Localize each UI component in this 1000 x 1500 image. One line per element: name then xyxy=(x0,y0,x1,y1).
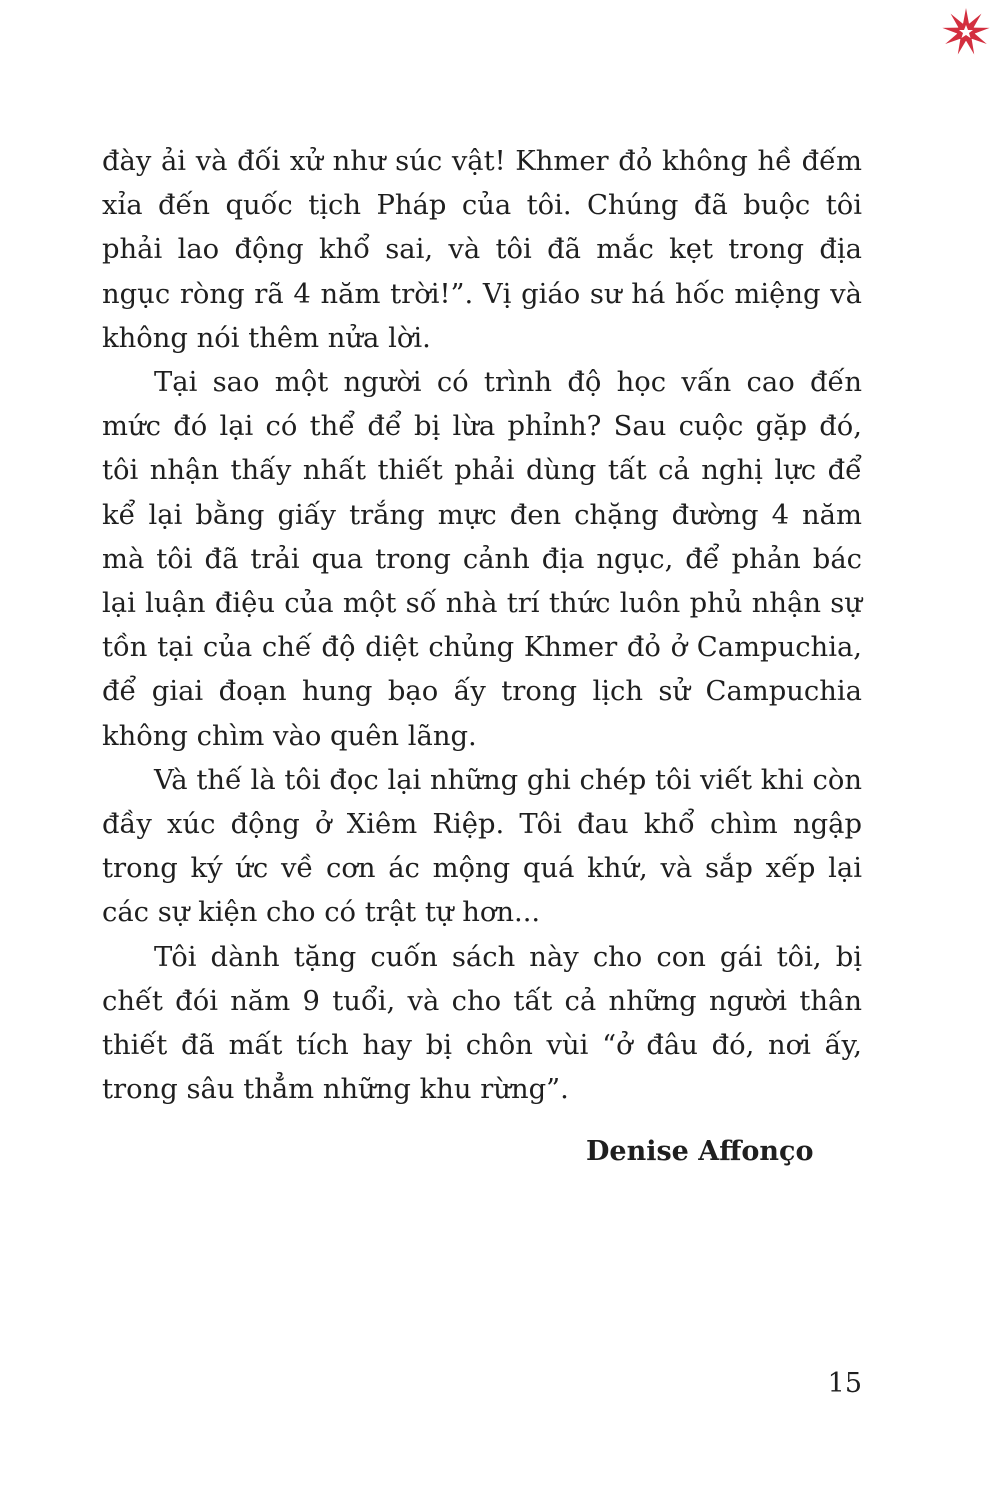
body-text xyxy=(102,140,862,1112)
paragraph: Tôi dành tặng cuốn sách này cho con gái tôi, bị chết đói năm 9 tuổi, và cho tất cả những người thân thiết đã mất tích hay bị chôn vùi “ở đâu đó, nơi ấy, trong sâu thẳm những khu rừng”. xyxy=(102,941,862,1106)
paragraph: Và thế là tôi đọc lại những ghi chép tôi viết khi còn đầy xúc động ở Xiêm Riệp. Tôi đau khổ chìm ngập trong ký ức về cơn ác mộng quá khứ, và sắp xếp lại các sự kiện cho có trật tự hơn... xyxy=(102,764,862,929)
publisher-star-logo-icon xyxy=(940,6,992,58)
paragraph: đày ải và đối xử như súc vật! Khmer đỏ không hề đếm xỉa đến quốc tịch Pháp của tôi. Chúng đã buộc tôi phải lao động khổ sai, và tôi đã mắc kẹt trong địa ngục ròng rã 4 năm trời!”. Vị giáo sư há hốc miệng và không nói thêm nửa lời. xyxy=(102,146,862,354)
paragraph: Tại sao một người có trình độ học vấn cao đến mức đó lại có thể để bị lừa phỉnh? Sau cuộc gặp đó, tôi nhận thấy nhất thiết phải dùng tất cả nghị lực để kể lại bằng giấy trắng mực đen chặng đường 4 năm mà tôi đã trải qua trong cảnh địa ngục, để phản bác lại luận điệu của một số nhà trí thức luôn phủ nhận sự tồn tại của chế độ diệt chủng Khmer đỏ ở Campuchia, để giai đoạn hung bạo ấy trong lịch sử Campuchia không chìm vào quên lãng. xyxy=(102,367,862,752)
author-signature: Denise Affonço xyxy=(586,1136,814,1167)
page-number: 15 xyxy=(827,1368,862,1399)
